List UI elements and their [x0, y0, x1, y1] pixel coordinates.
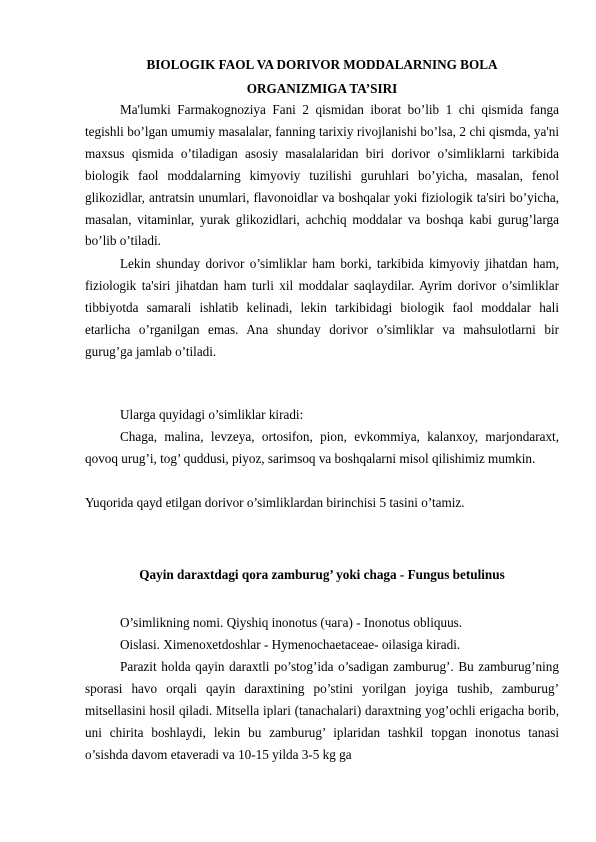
- paragraph-first-five: Yuqorida qayd etilgan dorivor o’simliklardan birinchisi 5 tasini o’tamiz.: [85, 495, 465, 510]
- paragraph-intro: Ma'lumki Farmakognoziya Fani 2 qismidan iborat bo’lib 1 chi qismida fanga tegishli bo’lgan umumiy masalalar, fanning tarixiy rivojlanishi bo’lsa, 2 chi qismda, ya'ni maxsus qismida o’tiladigan asosiy masalalaridan biri dorivor o’simliklarni tarkibida biologik faol moddalarning kimyoviy tuzilishi guruhlari bo’yicha, masalan, fenol glikozidlar, antratsin unumlari, flavonoidlar va boshqalar yoki fiziologik ta'siri bo’yicha, masalan, vitaminlar, yurak glikozidlari, achchiq moddalar va boshqa kabi gurug’larga bo’lib o’tiladi.: [85, 102, 559, 249]
- paragraph-description: Parazit holda qayin daraxtli po’stog’ida o’sadigan zamburug’. Bu zamburug’ning sporasi havo orqali qayin daraxtining po’stini yorilgan joyiga tushib, zamburug’ mitsellasini hosil qiladi. Mitsella iplari (tanachalari) daraxtning yog’ochli erigacha borib, uni chirita boshlaydi, lekin bu zamburug’ iplaridan tashkil topgan inonotus tanasi o’sishda davom etaveradi va 10-15 yilda 3-5 kg ga: [85, 659, 559, 762]
- paragraph-plants-overview: Lekin shunday dorivor o’simliklar ham borki, tarkibida kimyoviy jihatdan ham, fiziologik ta'siri jihatdan ham turli xil moddalar saqlaydilar. Ayrim dorivor o’simliklar tibbiyotda samarali ishlatib kelinadi, lekin tarkibidagi biologik faol moddalar hali etarlicha o’rganilgan emas. Ana shunday dorivor o’simliklar va mahsulotlarni bir gurug’ga jamlab o’tiladi.: [85, 256, 559, 359]
- document-title-line-2: ORGANIZMIGA TA’SIRI: [246, 81, 398, 96]
- paragraph-plant-list: Chaga, malina, levzeya, ortosifon, pion, evkommiya, kalanxoy, marjondaraxt, qovoq urug’i, tog’ quddusi, piyoz, sarimsoq va boshqalarni misol qilishimiz mumkin.: [85, 429, 559, 466]
- paragraph-plant-family: Oislasi. Ximenoxetdoshlar - Hymenochaetaceae- oilasiga kiradi.: [120, 637, 461, 652]
- document-title-line-1: BIOLOGIK FAOL VA DORIVOR MODDALARNING BOLA: [146, 57, 498, 72]
- paragraph-list-intro: Ularga quyidagi o’simliklar kiradi:: [120, 407, 304, 422]
- paragraph-plant-name: O’simlikning nomi. Qiyshiq inonotus (чага) - Inonotus obliquus.: [120, 615, 463, 630]
- section-subtitle: Qayin daraxtdagi qora zamburug’ yoki chaga - Fungus betulinus: [139, 567, 505, 582]
